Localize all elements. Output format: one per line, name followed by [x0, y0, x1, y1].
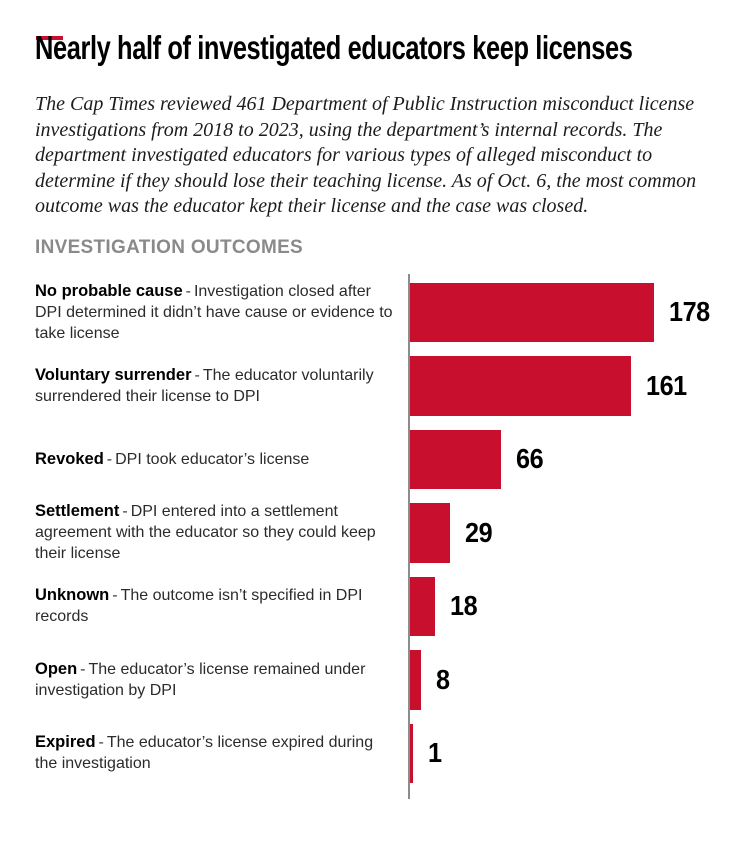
infographic [0, 30, 750, 854]
category-description: DPI took educator’s license [115, 450, 310, 468]
category-description: The outcome isn’t specified in DPI records [35, 587, 363, 626]
category-label [35, 503, 408, 563]
category-description: DPI entered into a settlement agreement with the educator so they could keep their license [35, 503, 376, 563]
chart-row-settlement [35, 503, 715, 577]
bar-area [408, 356, 691, 416]
label-separator: - [185, 282, 191, 300]
bar [410, 356, 631, 416]
category-name: Unknown [35, 586, 110, 605]
category-label [35, 283, 408, 343]
chart-row-expired [35, 724, 715, 798]
category-description: The educator’s license expired during the investigation [35, 734, 374, 773]
chart-row-no-probable-cause [35, 283, 715, 357]
category-label [35, 577, 408, 637]
bar-value-label: 8 [436, 663, 450, 695]
bar-value-label: 66 [516, 443, 544, 475]
bar [410, 577, 435, 637]
bar [410, 650, 421, 710]
bar-area [408, 430, 546, 490]
category-label [35, 356, 408, 416]
category-description: The educator’s license remained under investigation by DPI [35, 660, 366, 699]
bar [410, 724, 413, 784]
category-name: No probable cause [35, 281, 183, 300]
bar-value-label: 29 [465, 516, 493, 548]
category-name: Revoked [35, 449, 104, 468]
category-label [35, 724, 408, 784]
bar-value-label: 178 [669, 296, 710, 328]
category-name: Settlement [35, 502, 120, 521]
chart-section-label: INVESTIGATION OUTCOMES [35, 236, 304, 258]
chart-axis-line [408, 274, 410, 799]
bar-value-label: 161 [646, 369, 687, 401]
bar-chart [35, 283, 715, 798]
bar-area [408, 503, 495, 563]
bar [410, 283, 654, 343]
category-name: Open [35, 659, 78, 678]
bar-area [408, 724, 443, 784]
category-label [35, 430, 408, 490]
bar-value-label: 18 [450, 590, 478, 622]
chart-row-unknown [35, 577, 715, 651]
bar-area [408, 577, 480, 637]
label-separator: - [112, 587, 118, 605]
label-separator: - [106, 450, 113, 468]
category-name: Voluntary surrender [35, 365, 192, 384]
chart-row-open [35, 650, 715, 724]
bar [410, 430, 501, 490]
label-separator: - [80, 660, 86, 678]
label-separator: - [122, 503, 128, 521]
category-name: Expired [35, 733, 96, 752]
page-title: Nearly half of investigated educators keep licenses [35, 29, 633, 66]
chart-row-voluntary-surrender [35, 356, 715, 430]
bar-area [408, 283, 714, 343]
bar [410, 503, 450, 563]
chart-row-revoked [35, 430, 715, 504]
bar-value-label: 1 [428, 737, 442, 769]
label-separator: - [98, 734, 104, 752]
category-description: Investigation closed after DPI determined it didn’t have cause or evidence to take license [35, 282, 393, 342]
category-label [35, 650, 408, 710]
category-description: The educator voluntarily surrendered their license to DPI [35, 366, 374, 405]
bar-area [408, 650, 451, 710]
intro-paragraph: The Cap Times reviewed 461 Department of Public Instruction misconduct license investigations from 2018 to 2023, using the department’s internal records. The department investigated educators for various types of alleged misconduct to determine if they should lose their teaching license. As of Oct. 6, the most common outcome was the educator kept their license and the case was closed. [35, 93, 697, 217]
label-separator: - [194, 366, 200, 384]
